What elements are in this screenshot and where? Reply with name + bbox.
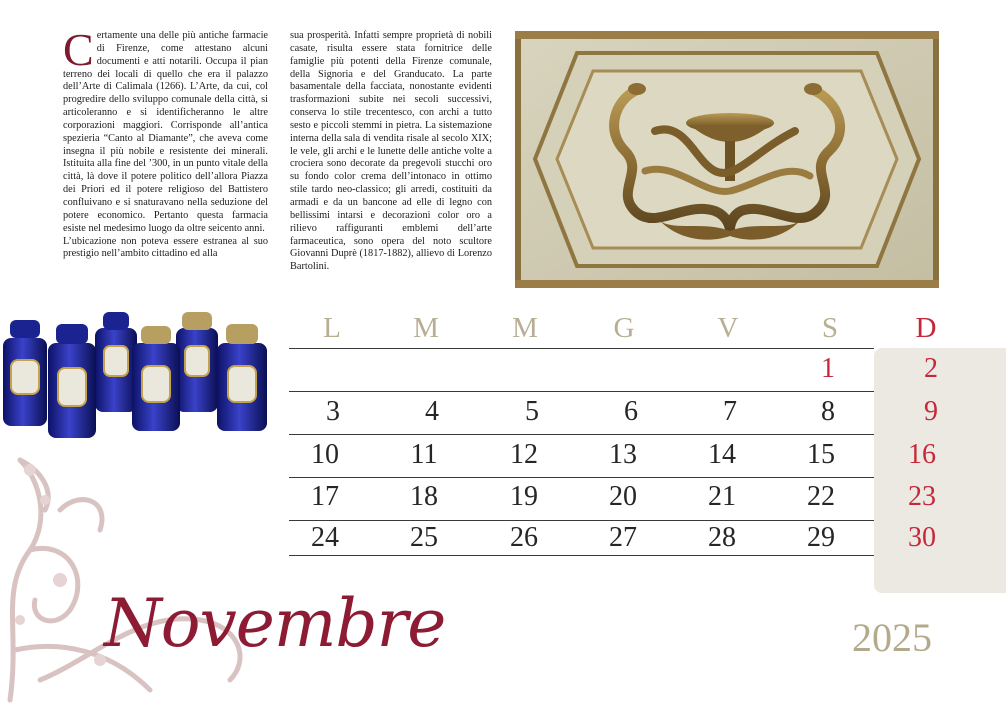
serpent-relief-photo — [515, 31, 939, 288]
date-cell: 14 — [708, 439, 736, 470]
article-left-column — [63, 24, 268, 261]
date-cell: 19 — [510, 481, 538, 512]
date-cell: 17 — [311, 481, 339, 512]
date-cell: 26 — [510, 522, 538, 553]
date-cell: 28 — [708, 522, 736, 553]
date-cell: 8 — [821, 396, 835, 427]
date-cell: 11 — [410, 439, 438, 470]
weekday-sunday: D — [915, 312, 937, 344]
weekday-wednesday: M — [512, 312, 538, 344]
date-cell-sunday: 2 — [924, 353, 938, 384]
row-divider — [289, 391, 874, 392]
article-left-text: ertamente una delle più antiche farmacie di Firenze, come attestano alcuni documenti e atti notarili. Occupa il pian terreno dei locali di quello che era il palazzo dell’Arte di Calimala (1266). L’Arte, da cui, col progredire dello sviluppo comunale della città, si articoleranno e si identificheranno le altre corporazioni maggiori. Corrisponde all’antica spezieria “Canto al Diamante”, che aveva come insegna il più nobile e resistente dei minerali. Istituita alla fine del ’300, in un punto vitale della città, là dove il potere politico dell’allora Piazza dei Priori ed il potere religioso del Battistero confluivano e si snaturavano nella seduzione del potere economico. Pertanto questa farmacia esiste nel medesimo luogo da oltre seicento anni. — [63, 30, 268, 234]
row-divider — [289, 555, 874, 556]
date-cell: 4 — [425, 396, 439, 427]
month-title: Novembre — [104, 585, 446, 662]
date-cell: 6 — [624, 396, 638, 427]
weekday-tuesday: M — [413, 312, 439, 344]
date-cell: 12 — [510, 439, 538, 470]
date-cell: 24 — [311, 522, 339, 553]
date-cell-sunday: 9 — [924, 396, 938, 427]
date-cell: 27 — [609, 522, 637, 553]
date-cell-sunday: 23 — [908, 481, 936, 512]
date-cell: 7 — [723, 396, 737, 427]
date-cell: 13 — [609, 439, 637, 470]
date-cell-sunday: 16 — [908, 439, 936, 470]
weekday-monday: L — [323, 312, 341, 344]
weekday-thursday: G — [613, 312, 635, 344]
date-cell: 29 — [807, 522, 835, 553]
article-middle-column: sua prosperità. Infatti sempre proprietà di nobili casate, risulta essere stata fornitrice delle famiglie più potenti della Firenze comunale, della Signoria e del Granducato. La parte basamentale della facciata, nonostante evidenti trasformazioni subite nei secoli successivi, conserva lo stile trecentesco, con archi a tutto sesto e piccoli stemmi in pietra. La sistemazione interna della sala di vendita risale al secolo XIX; le vele, gli archi e le lunette delle antiche volte a crociera sono decorate da pregevoli stucchi oro su fondo color crema dell’intonaco in ottimo stile tardo neo-classico; gli arredi, costituiti da armadi e da un bancone ad elle di legno con bellissimi intarsi e decorazioni color oro a rilievo raffiguranti emblemi dell’arte farmaceutica, sono opera del noto scultore Giovanni Duprè (1817-1882), allievo di Lorenzo Bartolini. — [290, 30, 492, 273]
weekday-friday: V — [717, 312, 739, 344]
date-cell: 20 — [609, 481, 637, 512]
date-cell: 10 — [311, 439, 339, 470]
date-cell: 21 — [708, 481, 736, 512]
row-divider — [289, 434, 874, 435]
date-cell: 5 — [525, 396, 539, 427]
date-cell: 22 — [807, 481, 835, 512]
calendar-grid — [289, 305, 1006, 605]
row-divider — [289, 477, 874, 478]
row-divider — [289, 520, 874, 521]
weekday-saturday: S — [821, 312, 839, 344]
drop-cap: C — [63, 24, 94, 75]
date-cell: 18 — [410, 481, 438, 512]
date-cell: 3 — [326, 396, 340, 427]
row-divider — [289, 348, 874, 349]
date-cell: 1 — [821, 353, 835, 384]
floral-ornament — [0, 450, 300, 710]
year-label: 2025 — [852, 615, 932, 660]
article-left-text-continued: L’ubicazione non poteva essere estranea al suo prestigio nell’ambito cittadino ed alla — [63, 235, 268, 260]
date-cell: 25 — [410, 522, 438, 553]
apothecary-jars-photo — [0, 298, 270, 446]
date-cell-sunday: 30 — [908, 522, 936, 553]
date-cell: 15 — [807, 439, 835, 470]
